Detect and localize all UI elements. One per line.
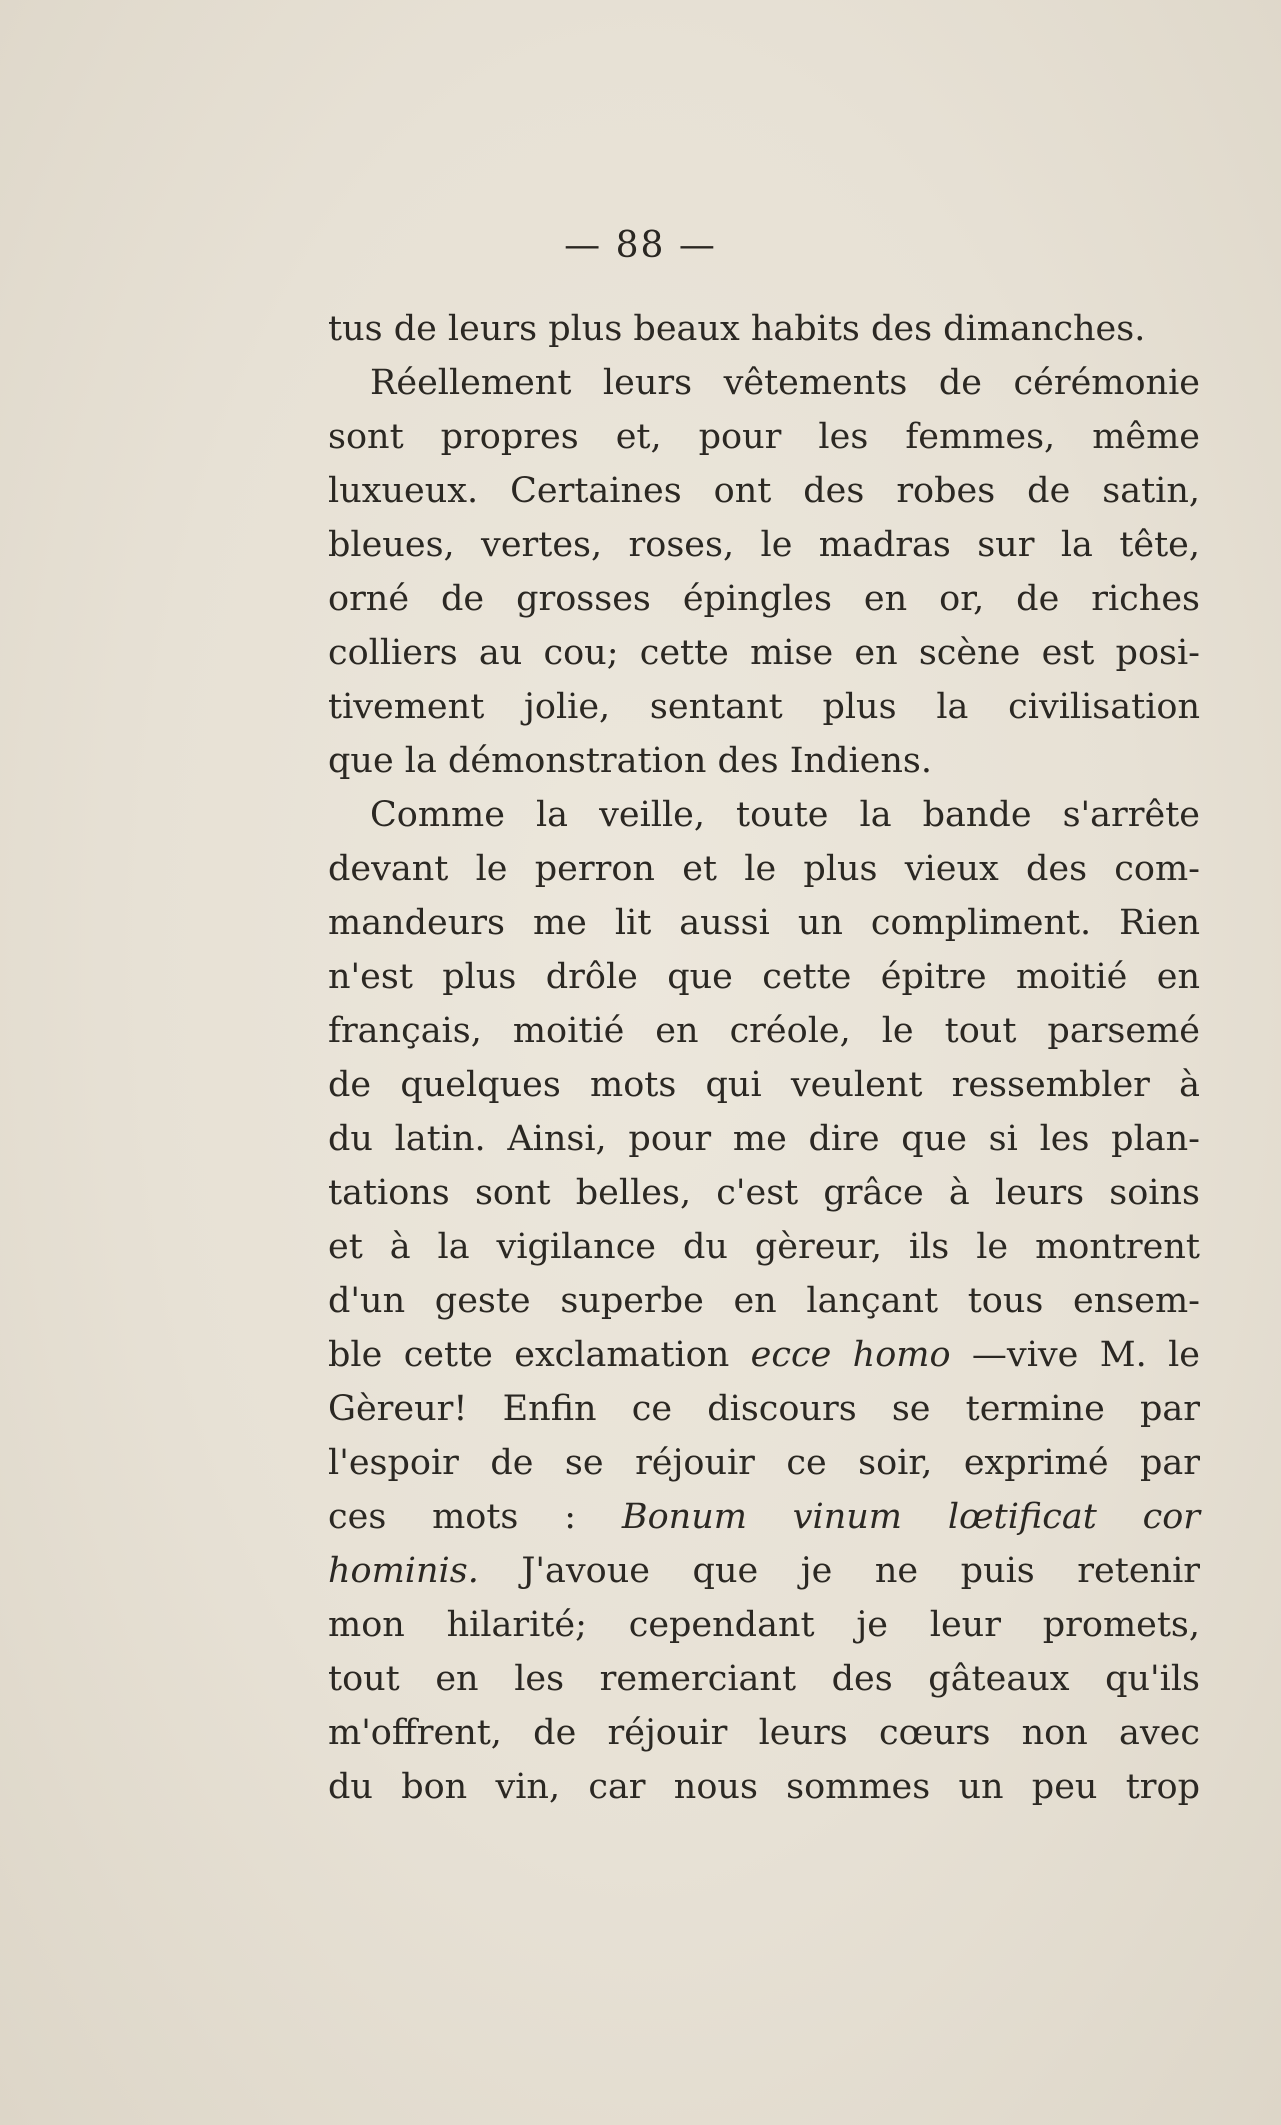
text-segment: mon hilarité; cependant je leur promets, [328,1605,1200,1645]
text-segment: tations sont belles, c'est grâce à leurs soins [328,1173,1200,1213]
text-line [328,464,1200,518]
text-line [328,842,1200,896]
text-line [328,1274,1200,1328]
text-line [328,1058,1200,1112]
text-segment: Comme la veille, toute la bande s'arrête [370,795,1200,835]
text-segment: tout en les remerciant des gâteaux qu'ils [328,1659,1200,1699]
text-segment: que la démonstration des Indiens. [328,741,933,781]
text-line [328,1652,1200,1706]
text-segment: bleues, vertes, roses, le madras sur la tête, [328,525,1200,565]
text-segment: n'est plus drôle que cette épitre moitié en [328,957,1200,997]
text-segment: mandeurs me lit aussi un compliment. Rien [328,903,1200,943]
text-segment: l'espoir de se réjouir ce soir, exprimé par [328,1443,1200,1483]
text-line [328,356,1200,410]
text-segment: Gèreur! Enfin ce discours se termine par [328,1389,1200,1429]
text-segment: et à la vigilance du gèreur, ils le montrent [328,1227,1200,1267]
text-line [328,1382,1200,1436]
text-segment: ble cette exclamation [328,1335,751,1375]
text-segment: colliers au cou; cette mise en scène est posi- [328,633,1200,673]
text-line [328,1112,1200,1166]
text-segment: ces mots : [328,1497,622,1537]
text-line [328,1220,1200,1274]
text-segment: m'offrent, de réjouir leurs cœurs non avec [328,1713,1200,1753]
text-segment: du latin. Ainsi, pour me dire que si les plan- [328,1119,1200,1159]
text-line [328,1490,1200,1544]
text-segment: de quelques mots qui veulent ressembler à [328,1065,1200,1105]
page-number: — 88 — [564,225,717,266]
text-segment: sont propres et, pour les femmes, même [328,417,1200,457]
text-segment: Réellement leurs vêtements de cérémonie [370,363,1200,403]
italic-text-segment: hominis. [328,1551,479,1591]
text-line [328,572,1200,626]
text-line [328,734,1200,788]
text-line [328,410,1200,464]
text-line [328,1166,1200,1220]
text-line [328,950,1200,1004]
text-line [328,1598,1200,1652]
text-segment: luxueux. Certaines ont des robes de satin, [328,471,1200,511]
text-segment: du bon vin, car nous sommes un peu trop [328,1767,1200,1807]
text-segment: J'avoue que je ne puis retenir [478,1551,1200,1591]
text-line [328,1760,1200,1814]
text-line [328,1544,1200,1598]
text-segment: —vive M. le [950,1335,1201,1375]
text-line [328,518,1200,572]
text-segment: français, moitié en créole, le tout parsemé [328,1011,1200,1051]
text-segment: tus de leurs plus beaux habits des dimanches. [328,309,1146,349]
text-line [328,1004,1200,1058]
text-line [328,680,1200,734]
italic-text-segment: Bonum vinum lœtificat cor [621,1497,1200,1537]
text-line [328,302,1200,356]
text-segment: devant le perron et le plus vieux des com- [328,849,1200,889]
italic-text-segment: ecce homo [750,1335,951,1375]
text-segment: tivement jolie, sentant plus la civilisation [328,687,1200,727]
text-line [328,788,1200,842]
text-line [328,1436,1200,1490]
text-line [328,1328,1200,1382]
text-segment: d'un geste superbe en lançant tous ensem- [328,1281,1200,1321]
text-line [328,896,1200,950]
text-line [328,1706,1200,1760]
text-line [328,626,1200,680]
text-segment: orné de grosses épingles en or, de riches [328,579,1200,619]
body-text [328,302,1200,1814]
